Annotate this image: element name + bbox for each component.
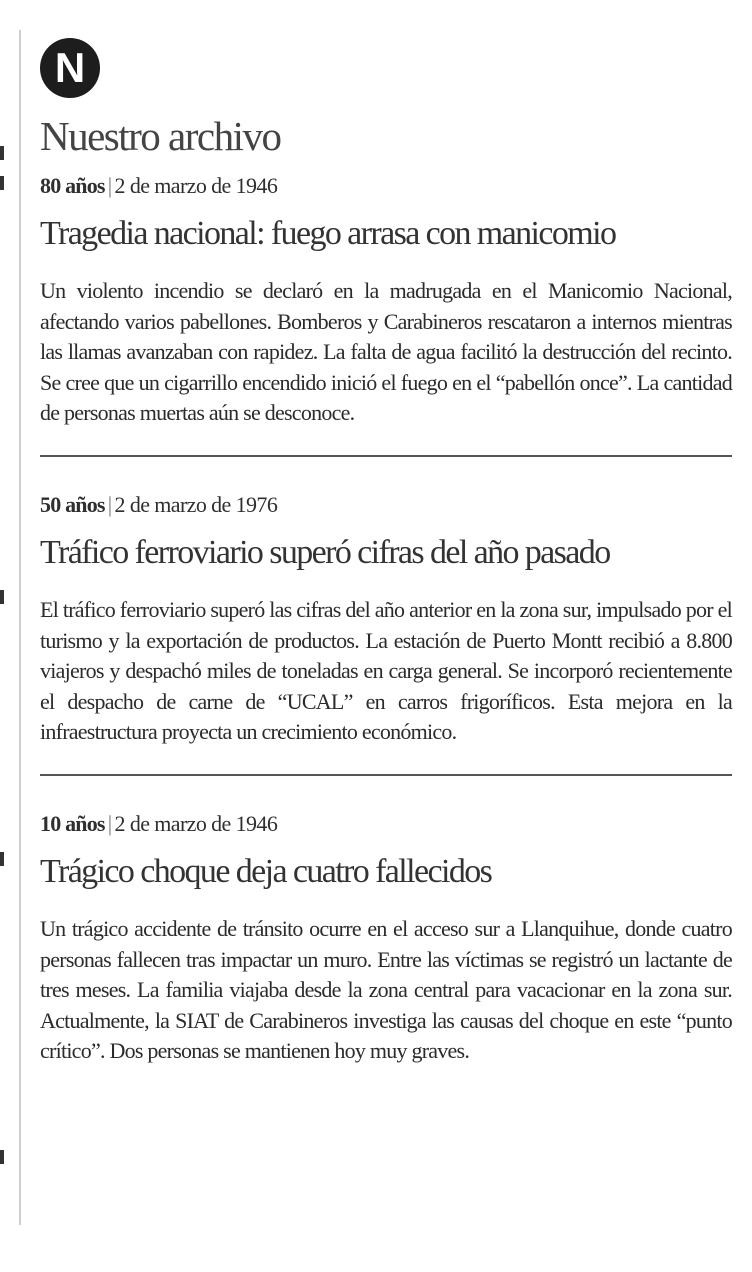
years-ago-label: 80 años bbox=[40, 173, 105, 198]
article-headline: Trágico choque deja cuatro fallecidos bbox=[40, 852, 492, 890]
logo-letter: N bbox=[54, 44, 86, 91]
article-body: Un trágico accidente de tránsito ocurre en el acceso sur a Llanquihue, donde cuatro personas fallecen tras impactar un muro. Entre las víctimas se registró un lactante de tres meses. La familia viajaba desde la zona central para vacacionar en la zona sur. Actualmente, la SIAT de Carabineros investiga las causas del choque en este “punto crítico”. Dos personas se mantienen hoy muy graves. bbox=[40, 915, 732, 1064]
article-body: El tráfico ferroviario superó las cifras del año anterior en la zona sur, impulsado por el turismo y la exportación de productos. La estación de Puerto Montt recibió a 8.800 viajeros y despachó miles de toneladas en carga general. Se incorporó recientemente el despacho de carne de “UCAL” en carros frigoríficos. Esta mejora en la infraestructura proyecta un crecimiento económico. bbox=[40, 596, 732, 745]
edge-mark bbox=[0, 1150, 4, 1164]
article-date: 2 de marzo de 1976 bbox=[114, 491, 278, 517]
edge-mark bbox=[0, 176, 4, 190]
meta-separator: | bbox=[107, 491, 112, 517]
article-headline: Tragedia nacional: fuego arrasa con manicomio bbox=[40, 215, 616, 252]
article-50-years bbox=[40, 455, 732, 748]
article-10-years bbox=[40, 774, 732, 1067]
meta-separator: | bbox=[107, 173, 112, 198]
edge-mark bbox=[0, 852, 4, 866]
column-rule bbox=[19, 30, 21, 1225]
section-title: Nuestro archivo bbox=[40, 113, 281, 159]
edge-mark bbox=[0, 146, 4, 160]
article-date: 2 de marzo de 1946 bbox=[114, 810, 278, 836]
years-ago-label: 10 años bbox=[40, 810, 105, 836]
article-meta bbox=[40, 491, 732, 519]
article-80-years bbox=[40, 164, 732, 429]
article-meta bbox=[40, 810, 732, 838]
newspaper-logo bbox=[40, 38, 100, 98]
article-date: 2 de marzo de 1946 bbox=[114, 173, 278, 198]
archive-section bbox=[40, 38, 732, 1067]
article-headline: Tráfico ferroviario superó cifras del año pasado bbox=[40, 533, 610, 571]
article-meta bbox=[40, 172, 732, 200]
edge-mark bbox=[0, 590, 4, 604]
article-body: Un violento incendio se declaró en la madrugada en el Manicomio Nacional, afectando varios pabellones. Bomberos y Carabineros rescataron a internos mientras las llamas avanzaban con rapidez. La falta de agua facilitó la destrucción del recinto. Se cree que un cigarrillo encendido inició el fuego en el “pabellón once”. La cantidad de personas muertas aún se desconoce. bbox=[40, 278, 732, 426]
meta-separator: | bbox=[107, 810, 112, 836]
years-ago-label: 50 años bbox=[40, 491, 105, 517]
